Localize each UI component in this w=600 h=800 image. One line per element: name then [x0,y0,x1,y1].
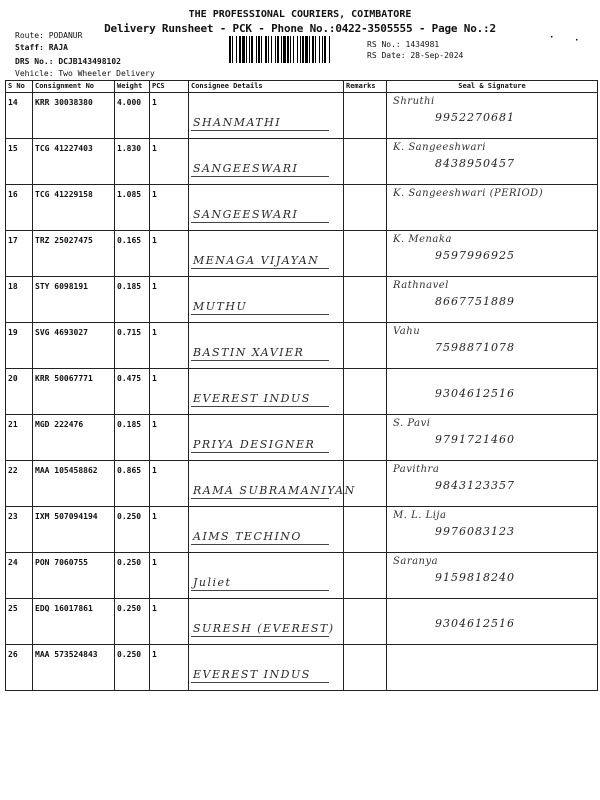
weight-cell: 0.715 [115,323,150,369]
weight-cell: 0.250 [115,599,150,645]
consignment-number-cell: EDQ 16017861 [33,599,115,645]
barcode-bar [315,36,316,63]
barcode-image [229,36,360,63]
pcs-cell: 1 [150,599,189,645]
signature-phone: 9159818240 [435,571,515,584]
consignee-handwritten-name: SANGEESWARI [193,162,299,175]
pcs-cell: 1 [150,277,189,323]
column-header: S No [6,81,33,93]
barcode-bar [322,36,323,63]
consignee-underline [191,130,329,131]
rs-number: RS No.: 1434981 [367,40,440,49]
serial-number-cell: 17 [6,231,33,277]
table-row [6,185,598,231]
barcode-bar [309,36,310,63]
consignment-number-cell: KRR 30038380 [33,93,115,139]
remarks-cell [344,645,387,691]
column-header: Seal & Signature [387,81,598,93]
consignment-number-cell: SVG 4693027 [33,323,115,369]
table-row [6,93,598,139]
table-header-row [6,81,598,93]
consignment-number-cell: TCG 41227403 [33,139,115,185]
remarks-cell [344,277,387,323]
column-header: Consignment No [33,81,115,93]
consignee-underline [191,406,329,407]
consignee-underline [191,636,329,637]
remarks-cell [344,369,387,415]
table-row [6,231,598,277]
signature-phone: 7598871078 [435,341,515,354]
signature-name: K. Menaka [393,234,452,245]
rs-date: RS Date: 28-Sep-2024 [367,51,464,60]
signature-name: S. Pavi [393,418,431,429]
barcode-bar [287,36,289,63]
consignee-handwritten-name: EVEREST INDUS [193,392,311,405]
consignee-underline [191,176,329,177]
consignment-number-cell: MAA 573524843 [33,645,115,691]
stray-mark-dot: · [574,36,580,46]
barcode-bar [265,36,267,63]
signature-name: M. L. Lija [393,510,447,521]
remarks-cell [344,507,387,553]
consignee-handwritten-name: BASTIN XAVIER [193,346,305,359]
remarks-cell [344,599,387,645]
table-row [6,415,598,461]
consignee-handwritten-name: MENAGA VIJAYAN [193,254,320,267]
table-row [6,507,598,553]
barcode-bar [319,36,320,63]
consignee-cell [189,553,344,599]
barcode-bar [271,36,272,63]
table-row [6,645,598,691]
consignee-underline [191,314,329,315]
barcode-bar [229,36,231,63]
consignee-underline [191,268,329,269]
barcode-bar [277,36,279,63]
consignment-number-cell: PON 7060755 [33,553,115,599]
staff-label: Staff: RAJA [15,43,68,52]
remarks-cell [344,93,387,139]
weight-cell: 1.085 [115,185,150,231]
pcs-cell: 1 [150,415,189,461]
signature-name: Pavithra [393,464,440,475]
consignee-handwritten-name: PRIYA DESIGNER [193,438,316,451]
consignee-handwritten-name: SANGEESWARI [193,208,299,221]
consignee-underline [191,360,329,361]
pcs-cell: 1 [150,645,189,691]
table-row [6,599,598,645]
pcs-cell: 1 [150,231,189,277]
serial-number-cell: 21 [6,415,33,461]
consignment-number-cell: TCG 41229158 [33,185,115,231]
consignee-cell [189,231,344,277]
seal-signature-cell [387,93,598,139]
signature-name: Saranya [393,556,439,567]
table-row [6,323,598,369]
seal-signature-cell [387,369,598,415]
pcs-cell: 1 [150,461,189,507]
consignee-cell [189,645,344,691]
seal-signature-cell [387,599,598,645]
signature-name: Rathnavel [393,280,449,291]
consignee-cell [189,185,344,231]
barcode-bar [239,36,241,63]
seal-signature-cell [387,415,598,461]
barcode-bar [232,36,233,63]
pcs-cell: 1 [150,185,189,231]
column-header: Remarks [344,81,387,93]
barcode-bar [281,36,282,63]
barcode-bar [249,36,250,63]
pcs-cell: 1 [150,139,189,185]
remarks-cell [344,553,387,599]
barcode-bar [302,36,304,63]
company-title: THE PROFESSIONAL COURIERS, COIMBATORE [188,9,412,20]
weight-cell: 0.185 [115,277,150,323]
barcode-bar [256,36,257,63]
consignee-handwritten-name: SURESH (EVEREST) [193,622,335,635]
pcs-cell: 1 [150,507,189,553]
table-row [6,461,598,507]
consignee-underline [191,222,329,223]
consignee-cell [189,461,356,507]
consignee-handwritten-name: RAMA SUBRAMANIYAN [193,484,356,497]
stray-mark-dot: · [549,33,555,43]
remarks-cell [344,185,387,231]
table-row [6,553,598,599]
barcode-bar [324,36,326,63]
consignee-cell [189,369,344,415]
consignment-number-cell: KRR 50067771 [33,369,115,415]
consignment-number-cell: TRZ 25027475 [33,231,115,277]
serial-number-cell: 18 [6,277,33,323]
signature-phone: 9976083123 [435,525,515,538]
serial-number-cell: 22 [6,461,33,507]
barcode-bar [300,36,301,63]
consignee-cell [189,415,344,461]
signature-phone: 9304612516 [435,617,515,630]
remarks-cell [344,461,387,507]
signature-phone: 8438950457 [435,157,515,170]
consignee-handwritten-name: AIMS TECHINO [193,530,302,543]
weight-cell: 0.250 [115,553,150,599]
weight-cell: 4.000 [115,93,150,139]
seal-signature-cell [387,323,598,369]
consignee-cell [189,277,344,323]
consignee-cell [189,507,344,553]
signature-phone: 9791721460 [435,433,515,446]
serial-number-cell: 19 [6,323,33,369]
column-header: PCS [150,81,189,93]
barcode-bar [242,36,245,63]
vehicle-label: Vehicle: Two Wheeler Delivery [15,69,155,78]
remarks-cell [344,323,387,369]
column-header: Consignee Details [189,81,344,93]
weight-cell: 0.250 [115,645,150,691]
barcode-bar [236,36,237,63]
column-header: Weight [115,81,150,93]
seal-signature-cell [387,231,598,277]
barcode-bar [275,36,276,63]
barcode-bar [258,36,260,63]
seal-signature-cell [387,461,598,507]
runsheet-table [5,80,598,691]
consignee-underline [191,544,329,545]
consignment-number-cell: MGD 222476 [33,415,115,461]
remarks-cell [344,139,387,185]
consignment-number-cell: IXM 507094194 [33,507,115,553]
pcs-cell: 1 [150,369,189,415]
weight-cell: 1.830 [115,139,150,185]
consignee-cell [189,599,344,645]
seal-signature-cell [387,507,598,553]
barcode-bar [305,36,308,63]
consignee-handwritten-name: Juliet [193,576,232,589]
table-row [6,369,598,415]
barcode-bar [268,36,269,63]
signature-name: K. Sangeeshwari [393,142,486,153]
serial-number-cell: 14 [6,93,33,139]
consignee-handwritten-name: MUTHU [193,300,248,313]
serial-number-cell: 20 [6,369,33,415]
remarks-cell [344,231,387,277]
barcode-bar [312,36,314,63]
weight-cell: 0.185 [115,415,150,461]
barcode-bar [283,36,286,63]
signature-name: Vahu [393,326,421,337]
consignment-number-cell: MAA 105458862 [33,461,115,507]
serial-number-cell: 25 [6,599,33,645]
signature-phone: 9304612516 [435,387,515,400]
serial-number-cell: 15 [6,139,33,185]
barcode-bar [329,36,330,63]
signature-phone: 9597996925 [435,249,515,262]
barcode-bar [246,36,247,63]
consignee-underline [191,498,329,499]
seal-signature-cell [387,553,598,599]
seal-signature-cell [387,185,598,231]
pcs-cell: 1 [150,93,189,139]
serial-number-cell: 23 [6,507,33,553]
consignee-cell [189,323,344,369]
table-row [6,277,598,323]
consignment-number-cell: STY 6098191 [33,277,115,323]
weight-cell: 0.250 [115,507,150,553]
seal-signature-cell [387,139,598,185]
pcs-cell: 1 [150,553,189,599]
consignee-underline [191,590,329,591]
serial-number-cell: 24 [6,553,33,599]
seal-signature-cell [387,645,598,691]
signature-name: Shruthi [393,96,435,107]
barcode-bar [297,36,298,63]
consignee-handwritten-name: EVEREST INDUS [193,668,311,681]
weight-cell: 0.475 [115,369,150,415]
serial-number-cell: 16 [6,185,33,231]
table-row [6,139,598,185]
seal-signature-cell [387,277,598,323]
weight-cell: 0.165 [115,231,150,277]
route-label: Route: PODANUR [15,31,83,40]
barcode-bar [290,36,291,63]
serial-number-cell: 26 [6,645,33,691]
consignee-handwritten-name: SHANMATHI [193,116,282,129]
consignee-underline [191,682,329,683]
signature-phone: 9952270681 [435,111,515,124]
pcs-cell: 1 [150,323,189,369]
remarks-cell [344,415,387,461]
barcode-bar [261,36,262,63]
signature-phone: 9843123357 [435,479,515,492]
signature-name: K. Sangeeshwari (PERIOD) [393,188,544,199]
weight-cell: 0.865 [115,461,150,507]
barcode-bar [293,36,294,63]
signature-phone: 8667751889 [435,295,515,308]
consignee-cell [189,93,344,139]
runsheet-subtitle: Delivery Runsheet - PCK - Phone No.:0422-3505555 - Page No.:2 [104,22,496,35]
consignee-underline [191,452,329,453]
barcode-bar [251,36,253,63]
drs-number: DRS No.: DCJB143498102 [15,57,121,66]
consignee-cell [189,139,344,185]
